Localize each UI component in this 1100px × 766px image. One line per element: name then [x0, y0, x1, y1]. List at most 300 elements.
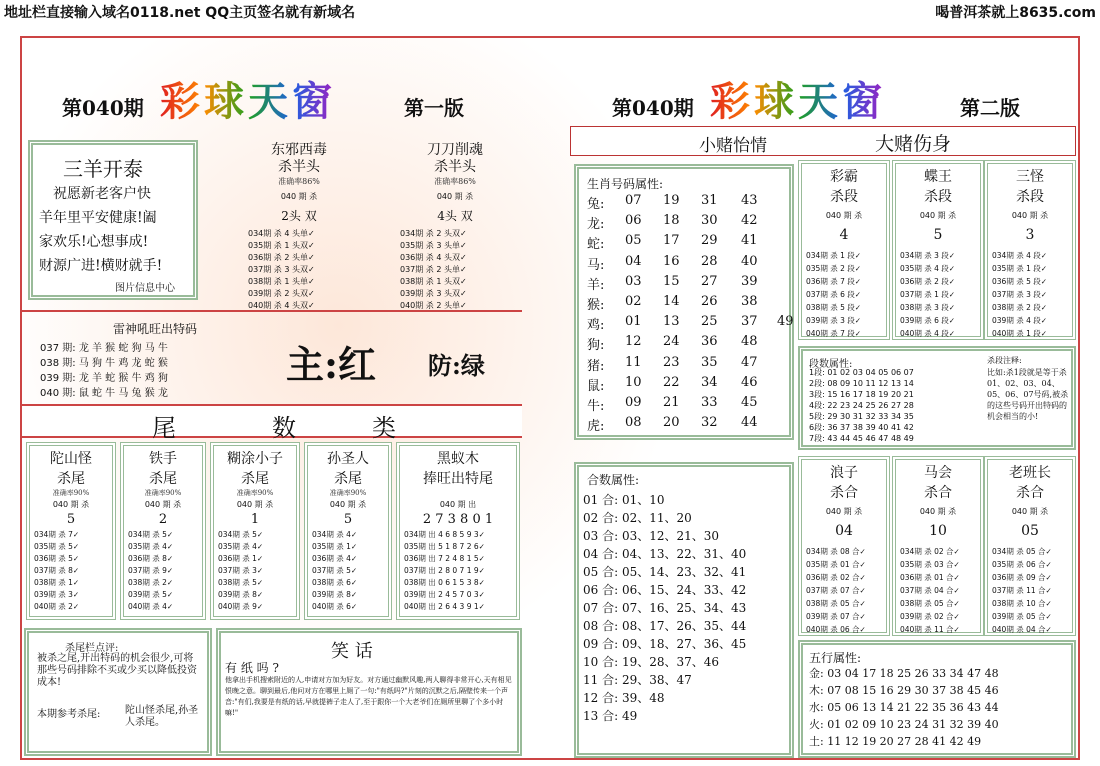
seg-note: 比如:杀1段就是等于杀01、02、03、04、05、06、07号码,被杀的这些号码开出特码的机会相当的小! — [987, 368, 1069, 421]
seg-attr-row: 7段: 43 44 45 46 47 48 49 — [809, 434, 914, 443]
history-row: 040期 杀 4✓ — [128, 602, 174, 611]
comment-ref-label: 本期参考杀尾: — [37, 709, 101, 720]
history-row: 038 期: 马 狗 牛 鸡 龙 蛇 猴 — [40, 358, 168, 369]
history-row: 034期 杀 7✓ — [34, 530, 80, 539]
history-row: 037期 杀 3 头双✓ — [248, 265, 315, 274]
tail-value: 2 — [158, 512, 168, 527]
heshu-list — [583, 491, 746, 725]
seg-note-title: 杀段注释: — [987, 356, 1022, 365]
history-row: 037期 杀 07 合✓ — [806, 586, 866, 595]
history-row: 034期 杀 08 合✓ — [806, 547, 866, 556]
history-row: 039期 杀 3 段✓ — [806, 316, 862, 325]
history-row: 039期 杀 2 头双✓ — [248, 289, 315, 298]
zodiac-cell: 14 — [663, 294, 680, 309]
tail-value: 5 — [66, 512, 76, 527]
wuxing-row: 火: 01 02 09 10 23 24 31 32 39 40 — [809, 718, 999, 731]
wuxing-box — [798, 640, 1076, 758]
tail-banner-char: 类 — [372, 414, 396, 442]
tail-subtitle: 捧旺出特尾 — [423, 471, 493, 487]
heshu-row: 12 合: 39、48 — [583, 691, 665, 705]
history-row: 034期 杀 05 合✓ — [992, 547, 1052, 556]
zodiac-cell: 龙: — [587, 217, 605, 233]
seg-column — [892, 160, 984, 340]
history-row: 038期 杀 10 合✓ — [992, 599, 1052, 608]
greeting-box — [28, 140, 198, 300]
zodiac-cell: 49 — [777, 314, 794, 330]
zodiac-cell: 40 — [741, 253, 758, 269]
history-row: 036期 杀 4 头双✓ — [400, 253, 467, 262]
history-row: 037期 杀 3✓ — [218, 566, 264, 575]
history-row: 038期 杀 3 段✓ — [900, 303, 956, 312]
history-row: 039期 杀 3 头双✓ — [400, 289, 467, 298]
seg-subtitle: 杀段 — [1016, 189, 1044, 205]
zodiac-cell: 37 — [741, 314, 758, 330]
tail-subtitle: 杀尾 — [57, 471, 85, 487]
greeting-line: 祝愿新老客户快 — [53, 186, 151, 202]
zodiac-cell: 39 — [741, 273, 758, 289]
greeting-credit: 图片信息中心 — [115, 283, 175, 294]
zodiac-cell: 46 — [741, 374, 758, 390]
tail-accuracy: 准确率90% — [329, 489, 367, 497]
history-row: 039期 杀 8✓ — [218, 590, 264, 599]
zodiac-cell: 18 — [663, 213, 680, 229]
combo-history — [896, 545, 980, 636]
combo-column — [798, 456, 890, 636]
history-row: 040期 杀 6✓ — [312, 602, 358, 611]
zodiac-cell: 马: — [587, 257, 605, 273]
history-row: 040期 杀 06 合✓ — [806, 625, 866, 634]
slogan-left: 小赌怡情 — [699, 136, 767, 156]
history-row: 037期 杀 1 段✓ — [900, 290, 956, 299]
seg-attr-title: 段数属性: — [809, 359, 853, 370]
heshu-row: 06 合: 06、15、24、33、42 — [583, 583, 747, 597]
zodiac-cell: 26 — [701, 294, 718, 309]
combo-subtitle: 杀合 — [1016, 485, 1044, 501]
zodiac-cell: 10 — [625, 374, 642, 390]
ddxh-accuracy: 准确率86% — [434, 177, 476, 186]
history-row: 039期 杀 3✓ — [34, 590, 80, 599]
zodiac-cell: 28 — [701, 253, 718, 269]
history-row: 035期 杀 1 段✓ — [992, 264, 1048, 273]
history-row: 038期 杀 5 段✓ — [806, 303, 862, 312]
joke-box — [216, 628, 522, 756]
history-row: 036期 杀 7 段✓ — [806, 277, 862, 286]
history-row: 037 期: 龙 羊 猴 蛇 狗 马 牛 — [40, 343, 168, 354]
history-row: 035期 杀 3 头单✓ — [400, 241, 467, 250]
zodiac-cell: 41 — [741, 233, 758, 249]
zodiac-cell: 虎: — [587, 419, 605, 435]
zodiac-cell: 03 — [625, 273, 642, 289]
history-row: 038期 杀 1 头单✓ — [248, 277, 315, 286]
comment-body: 被杀之尾,开出特码的机会很少,可将那些号码排除不买或少买以降低投资成本! — [37, 653, 197, 688]
tail-value: 2 7 3 8 0 1 — [422, 512, 494, 527]
zodiac-cell: 23 — [663, 354, 680, 370]
tail-subtitle: 杀尾 — [149, 471, 177, 487]
history-row: 040期 杀 11 合✓ — [900, 625, 960, 634]
history-row: 038期 杀 1✓ — [34, 578, 80, 587]
zodiac-cell: 蛇: — [587, 237, 605, 253]
tail-value: 1 — [250, 512, 260, 527]
history-row: 035期 杀 4✓ — [128, 542, 174, 551]
zodiac-cell: 猪: — [587, 358, 605, 374]
history-row: 035期 杀 1 头双✓ — [248, 241, 315, 250]
tail-name: 陀山怪 — [50, 451, 92, 467]
history-row: 035期 杀 01 合✓ — [806, 560, 866, 569]
edition-right: 第二版 — [960, 96, 1020, 120]
tail-name: 糊涂小子 — [227, 451, 283, 467]
zodiac-cell: 02 — [625, 294, 642, 309]
zodiac-cell: 24 — [663, 334, 680, 350]
history-row: 036期 杀 1✓ — [218, 554, 264, 563]
zodiac-cell: 48 — [741, 334, 758, 350]
zodiac-cell: 21 — [663, 395, 680, 410]
joke-subtitle: 有 纸 吗 ? — [225, 661, 279, 675]
leishen-block — [40, 320, 270, 404]
dxxd-accuracy: 准确率86% — [278, 177, 320, 186]
history-row: 040期 杀 4 头双✓ — [248, 301, 315, 310]
slogan-bar — [570, 126, 1076, 156]
history-row: 040期 杀 04 合✓ — [992, 625, 1052, 634]
history-row: 037期 杀 2 头单✓ — [400, 265, 467, 274]
wuxing-list — [809, 665, 999, 750]
history-row: 038期 杀 2 段✓ — [992, 303, 1048, 312]
history-row: 037期 出 2 8 0 7 1 9✓ — [404, 566, 485, 575]
history-row: 036期 杀 2 头单✓ — [248, 253, 315, 262]
heshu-row: 05 合: 05、14、23、32、41 — [583, 565, 747, 579]
seg-subtitle: 杀段 — [924, 189, 952, 205]
combo-issue: 040 期 杀 — [1011, 507, 1049, 516]
wuxing-row: 木: 07 08 15 16 29 30 37 38 45 46 — [809, 684, 999, 697]
seg-history — [988, 249, 1072, 340]
history-row: 038期 杀 05 合✓ — [806, 599, 866, 608]
history-row: 037期 杀 11 合✓ — [992, 586, 1052, 595]
edition-left: 第一版 — [404, 96, 464, 120]
history-row: 035期 杀 4✓ — [218, 542, 264, 551]
issue-left: 第040期 — [62, 96, 144, 120]
zodiac-cell: 34 — [701, 374, 718, 390]
zodiac-cell: 33 — [701, 395, 718, 410]
history-row: 039期 杀 05 合✓ — [992, 612, 1052, 621]
seg-history — [802, 249, 886, 340]
heshu-row: 03 合: 03、12、21、30 — [583, 529, 720, 543]
heshu-row: 02 合: 02、11、20 — [583, 511, 692, 525]
history-row: 038期 出 0 6 1 5 3 8✓ — [404, 578, 485, 587]
history-row: 036期 杀 2 段✓ — [900, 277, 956, 286]
history-row: 034期 杀 02 合✓ — [900, 547, 960, 556]
combo-history — [802, 545, 886, 636]
main-color: 主:红 — [286, 342, 377, 387]
zodiac-cell: 09 — [625, 395, 642, 410]
history-row: 037期 杀 9✓ — [128, 566, 174, 575]
top-right-text: 喝普洱茶就上8635.com — [935, 5, 1096, 21]
history-row: 040期 杀 7 段✓ — [806, 329, 862, 338]
history-row: 034期 杀 5✓ — [218, 530, 264, 539]
seg-issue: 040 期 杀 — [825, 211, 863, 220]
wuxing-row: 水: 05 06 13 14 21 22 35 36 43 44 — [809, 701, 999, 714]
tail-history — [30, 529, 112, 613]
issue-right: 第040期 — [612, 96, 694, 120]
history-row: 037期 杀 3 段✓ — [992, 290, 1048, 299]
ddxh-issue: 040 期 杀 — [436, 192, 474, 201]
history-row: 038期 杀 1 头双✓ — [400, 277, 467, 286]
combo-subtitle: 杀合 — [830, 485, 858, 501]
tail-subtitle: 杀尾 — [334, 471, 362, 487]
zodiac-cell: 13 — [663, 314, 680, 330]
zodiac-cell: 45 — [741, 395, 758, 410]
leishen-history — [40, 341, 270, 401]
tail-name: 孙圣人 — [327, 451, 369, 467]
history-row: 035期 杀 1✓ — [312, 542, 358, 551]
zodiac-cell: 04 — [625, 253, 642, 269]
zodiac-cell: 36 — [701, 334, 718, 350]
history-row: 034期 出 4 6 8 5 9 3✓ — [404, 530, 485, 539]
seg-issue: 040 期 杀 — [919, 211, 957, 220]
seg-name: 蝶王 — [924, 169, 952, 185]
leishen-title: 雷神吼旺出特码 — [112, 322, 197, 336]
tail-accuracy: 准确率90% — [236, 489, 274, 497]
greeting-line: 羊年里平安健康!阖 — [39, 210, 157, 226]
history-row: 040期 杀 2 头单✓ — [400, 301, 467, 310]
history-row: 040期 出 2 6 4 3 9 1✓ — [404, 602, 485, 611]
history-row: 035期 出 5 1 8 7 2 6✓ — [404, 542, 485, 551]
combo-issue: 040 期 杀 — [919, 507, 957, 516]
history-row: 039期 杀 5✓ — [128, 590, 174, 599]
zodiac-cell: 20 — [663, 415, 680, 431]
zodiac-title: 生肖号码属性: — [587, 177, 664, 191]
ddxh-history — [390, 228, 520, 312]
heshu-row: 10 合: 19、28、37、46 — [583, 655, 720, 669]
zodiac-cell: 牛: — [587, 399, 605, 414]
history-row: 040期 杀 1 段✓ — [992, 329, 1048, 338]
history-row: 034期 杀 4 段✓ — [992, 251, 1048, 260]
tail-column — [304, 442, 392, 620]
zodiac-cell: 鸡: — [587, 318, 605, 334]
tail-name: 铁手 — [149, 451, 177, 467]
zodiac-cell: 17 — [663, 233, 680, 249]
seg-value: 4 — [839, 227, 849, 243]
zodiac-cell: 08 — [625, 415, 642, 431]
defense-color: 防:绿 — [428, 351, 485, 380]
seg-attr-list — [809, 367, 914, 444]
history-row: 040期 杀 4 段✓ — [900, 329, 956, 338]
logo-right: 彩球天窗 — [710, 70, 886, 127]
history-row: 034期 杀 2 头双✓ — [400, 229, 467, 238]
history-row: 036期 杀 8✓ — [128, 554, 174, 563]
history-row: 036期 杀 4✓ — [312, 554, 358, 563]
combo-value: 04 — [835, 523, 853, 539]
history-row: 034期 杀 3 段✓ — [900, 251, 956, 260]
seg-value: 3 — [1025, 227, 1035, 243]
history-row: 037期 杀 8✓ — [34, 566, 80, 575]
history-row: 039期 杀 8✓ — [312, 590, 358, 599]
tail-issue: 040 期 杀 — [144, 500, 182, 509]
zodiac-cell: 38 — [741, 294, 758, 309]
seg-subtitle: 杀段 — [830, 189, 858, 205]
zodiac-cell: 兔: — [587, 197, 605, 212]
zodiac-cell: 25 — [701, 314, 718, 330]
history-row: 036期 出 7 2 4 8 1 5✓ — [404, 554, 485, 563]
combo-value: 05 — [1021, 523, 1039, 539]
zodiac-cell: 27 — [701, 273, 718, 289]
top-left-text: 地址栏直接输入域名0118.net QQ主页签名就有新域名 — [4, 5, 356, 21]
zodiac-cell: 44 — [741, 415, 758, 431]
tail-subtitle: 杀尾 — [241, 471, 269, 487]
heshu-title: 合数属性: — [587, 473, 640, 487]
comment-ref-value: 陀山怪杀尾,孙圣人杀尾。 — [125, 705, 199, 728]
combo-issue: 040 期 杀 — [825, 507, 863, 516]
dxxd-issue: 040 期 杀 — [280, 192, 318, 201]
history-row: 038期 杀 2✓ — [128, 578, 174, 587]
combo-column — [984, 456, 1076, 636]
zodiac-cell: 12 — [625, 334, 642, 350]
combo-name: 马会 — [924, 465, 952, 481]
dxxd-title: 东邪西毒 — [271, 142, 327, 158]
ddxh-subtitle: 杀半头 — [434, 159, 476, 175]
heshu-row: 07 合: 07、16、25、34、43 — [583, 601, 747, 615]
zodiac-cell: 47 — [741, 354, 758, 370]
zodiac-cell: 43 — [741, 193, 758, 208]
history-row: 035期 杀 06 合✓ — [992, 560, 1052, 569]
history-row: 039 期: 龙 羊 蛇 猴 牛 鸡 狗 — [40, 373, 168, 384]
zodiac-cell: 31 — [701, 193, 718, 208]
dxxd-subtitle: 杀半头 — [278, 159, 320, 175]
greeting-line: 财源广进!横财就手! — [39, 258, 163, 274]
heshu-row: 08 合: 08、17、26、35、44 — [583, 619, 747, 633]
tail-issue: 040 期 杀 — [329, 500, 367, 509]
dxxd-block — [234, 142, 364, 308]
slogan-right: 大赌伤身 — [875, 133, 952, 155]
history-row: 037期 杀 6 段✓ — [806, 290, 862, 299]
zodiac-cell: 19 — [663, 193, 680, 208]
tail-history — [400, 529, 516, 613]
seg-attr-row: 1段: 01 02 03 04 05 06 07 — [809, 368, 914, 377]
wuxing-row: 金: 03 04 17 18 25 26 33 34 47 48 — [809, 667, 999, 680]
zodiac-cell: 32 — [701, 415, 718, 431]
seg-attr-box — [798, 346, 1076, 450]
comment-box — [24, 628, 212, 756]
heshu-row: 13 合: 49 — [583, 709, 638, 723]
history-row: 035期 杀 2 段✓ — [806, 264, 862, 273]
divider — [22, 310, 522, 312]
history-row: 034期 杀 5✓ — [128, 530, 174, 539]
wuxing-row: 土: 11 12 19 20 27 28 41 42 49 — [809, 735, 982, 748]
seg-column — [798, 160, 890, 340]
history-row: 040 期: 鼠 蛇 牛 马 兔 猴 龙 — [40, 388, 168, 399]
tail-banner — [22, 404, 522, 442]
tail-history — [308, 529, 388, 613]
heshu-row: 09 合: 09、18、27、36、45 — [583, 637, 747, 651]
history-row: 040期 杀 9✓ — [218, 602, 264, 611]
seg-attr-row: 4段: 22 23 24 25 26 27 28 — [809, 401, 914, 410]
tail-column — [26, 442, 116, 620]
seg-attr-row: 6段: 36 37 38 39 40 41 42 — [809, 423, 914, 432]
heshu-row: 01 合: 01、10 — [583, 493, 665, 507]
tail-banner-char: 数 — [272, 414, 296, 442]
history-row: 039期 杀 02 合✓ — [900, 612, 960, 621]
greeting-line: 家欢乐!心想事成! — [39, 234, 149, 250]
history-row: 034期 杀 1 段✓ — [806, 251, 862, 260]
tail-accuracy: 准确率90% — [52, 489, 90, 497]
history-row: 036期 杀 02 合✓ — [806, 573, 866, 582]
tail-name: 黑蚁木 — [437, 451, 479, 467]
tail-banner-char: 尾 — [152, 414, 176, 442]
zodiac-cell: 11 — [625, 354, 642, 370]
history-row: 039期 出 2 4 5 7 0 3✓ — [404, 590, 485, 599]
zodiac-cell: 22 — [663, 374, 680, 390]
zodiac-cell: 05 — [625, 233, 642, 249]
zodiac-cell: 狗: — [587, 338, 605, 354]
zodiac-cell: 15 — [663, 273, 680, 289]
combo-name: 浪子 — [830, 465, 858, 481]
wuxing-title: 五行属性: — [809, 651, 862, 665]
comment-title: 杀尾栏点评: — [65, 643, 119, 654]
history-row: 039期 杀 6 段✓ — [900, 316, 956, 325]
top-banner — [0, 0, 1100, 22]
tail-column — [210, 442, 300, 620]
history-row: 038期 杀 6✓ — [312, 578, 358, 587]
heshu-row: 04 合: 04、13、22、31、40 — [583, 547, 747, 561]
tail-issue: 040 期 出 — [439, 500, 477, 509]
history-row: 036期 杀 09 合✓ — [992, 573, 1052, 582]
heshu-box — [574, 462, 794, 758]
history-row: 037期 杀 5✓ — [312, 566, 358, 575]
seg-value: 5 — [933, 227, 943, 243]
history-row: 036期 杀 5 段✓ — [992, 277, 1048, 286]
tail-accuracy — [400, 488, 516, 497]
history-row: 035期 杀 4 段✓ — [900, 264, 956, 273]
history-row: 036期 杀 5✓ — [34, 554, 80, 563]
history-row: 039期 杀 4 段✓ — [992, 316, 1048, 325]
history-row: 036期 杀 01 合✓ — [900, 573, 960, 582]
logo-left: 彩球天窗 — [160, 70, 336, 127]
history-row: 034期 杀 4 头单✓ — [248, 229, 315, 238]
tail-value: 5 — [343, 512, 353, 527]
seg-column — [984, 160, 1076, 340]
history-row: 035期 杀 03 合✓ — [900, 560, 960, 569]
tail-column — [120, 442, 206, 620]
tail-issue: 040 期 杀 — [236, 500, 274, 509]
ddxh-title: 刀刀削魂 — [427, 142, 483, 158]
history-row: 037期 杀 04 合✓ — [900, 586, 960, 595]
zodiac-cell: 07 — [625, 193, 642, 208]
history-row: 039期 杀 07 合✓ — [806, 612, 866, 621]
history-row: 035期 杀 5✓ — [34, 542, 80, 551]
zodiac-cell: 羊: — [587, 277, 605, 293]
seg-name: 三怪 — [1016, 169, 1044, 185]
zodiac-cell: 42 — [741, 213, 758, 229]
history-row: 038期 杀 5✓ — [218, 578, 264, 587]
zodiac-cell: 01 — [625, 314, 642, 330]
ddxh-value: 4头 双 — [437, 209, 473, 223]
zodiac-cell: 30 — [701, 213, 718, 229]
dxxd-value: 2头 双 — [281, 209, 317, 223]
tail-issue: 040 期 杀 — [52, 500, 90, 509]
seg-history — [896, 249, 980, 340]
dxxd-history — [234, 228, 364, 312]
combo-column — [892, 456, 984, 636]
seg-issue: 040 期 杀 — [1011, 211, 1049, 220]
combo-history — [988, 545, 1072, 636]
tail-history — [124, 529, 202, 613]
combo-subtitle: 杀合 — [924, 485, 952, 501]
greeting-title: 三羊开泰 — [63, 157, 143, 181]
tail-column — [396, 442, 520, 620]
zodiac-cell: 35 — [701, 354, 718, 370]
history-row: 040期 杀 2✓ — [34, 602, 80, 611]
tail-history — [214, 529, 296, 613]
zodiac-cell: 16 — [663, 253, 680, 269]
zodiac-cell: 29 — [701, 233, 718, 249]
